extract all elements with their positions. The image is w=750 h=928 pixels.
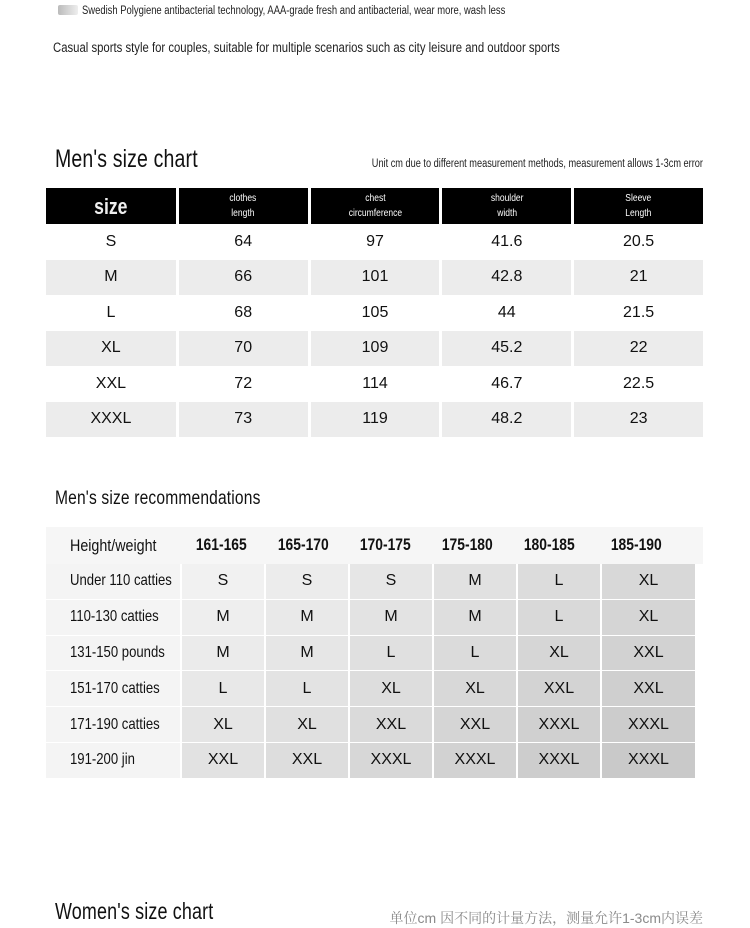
rec-header-cell bbox=[508, 527, 590, 564]
header-label-line2: length bbox=[231, 208, 255, 219]
table-cell: 22 bbox=[574, 331, 703, 367]
row-label bbox=[46, 600, 180, 636]
table-cell: 21.5 bbox=[574, 295, 703, 331]
table-cell: XL bbox=[602, 564, 695, 600]
mens-rec-header bbox=[46, 527, 703, 564]
size-label: XXL bbox=[46, 366, 176, 402]
row-label bbox=[46, 636, 180, 672]
row-label bbox=[46, 564, 180, 600]
table-cell: XXL bbox=[434, 707, 516, 743]
table-row bbox=[46, 224, 703, 260]
table-cell: XXXL bbox=[518, 743, 600, 779]
table-row bbox=[46, 743, 703, 779]
table-cell: 48.2 bbox=[442, 402, 571, 438]
table-row bbox=[46, 295, 703, 331]
table-cell: M bbox=[182, 636, 264, 672]
rec-header-label: 175-180 bbox=[441, 536, 493, 554]
rec-header-label: 180-185 bbox=[523, 536, 575, 554]
womens-unit-note: 单位cm 因不同的计量方法，测量允许1-3cm内误差 bbox=[389, 910, 703, 926]
table-cell: 97 bbox=[311, 224, 440, 260]
row-label-text: 171-190 catties bbox=[70, 715, 160, 733]
table-cell: 72 bbox=[179, 366, 308, 402]
table-cell: 42.8 bbox=[442, 260, 571, 296]
table-cell: M bbox=[266, 600, 348, 636]
header-cell bbox=[46, 188, 176, 224]
table-cell: XXXL bbox=[350, 743, 432, 779]
bullet-mark bbox=[58, 5, 78, 15]
table-cell: 64 bbox=[179, 224, 308, 260]
table-cell: XXXL bbox=[518, 707, 600, 743]
table-cell: 22.5 bbox=[574, 366, 703, 402]
table-cell: L bbox=[518, 564, 600, 600]
table-cell: 66 bbox=[179, 260, 308, 296]
table-cell: 21 bbox=[574, 260, 703, 296]
table-cell: 45.2 bbox=[442, 331, 571, 367]
row-label-text: 191-200 jin bbox=[70, 751, 135, 769]
table-cell: XXL bbox=[518, 671, 600, 707]
rec-header-label: 185-190 bbox=[611, 536, 662, 554]
rec-header-cell bbox=[262, 527, 344, 564]
intro-line-2: Casual sports style for couples, suitable for multiple scenarios such as city leisure and outdoor sports bbox=[53, 40, 560, 55]
header-cell bbox=[179, 188, 308, 224]
table-cell: 119 bbox=[311, 402, 440, 438]
mens-rec-title: Men's size recommendations bbox=[55, 488, 261, 509]
table-cell: XL bbox=[434, 671, 516, 707]
size-label: XL bbox=[46, 331, 176, 367]
row-label bbox=[46, 743, 180, 779]
rec-header-cell bbox=[590, 527, 683, 564]
table-cell: 68 bbox=[179, 295, 308, 331]
rec-header-label: 170-175 bbox=[359, 536, 411, 554]
table-row bbox=[46, 260, 703, 296]
header-label-line1: shoulder bbox=[490, 193, 524, 204]
header-cell bbox=[442, 188, 571, 224]
table-cell: 41.6 bbox=[442, 224, 571, 260]
table-cell: 73 bbox=[179, 402, 308, 438]
table-cell: XL bbox=[182, 707, 264, 743]
table-cell: M bbox=[182, 600, 264, 636]
table-row bbox=[46, 366, 703, 402]
intro-line-1: Swedish Polygiene antibacterial technology, AAA-grade fresh and antibacterial, wear more, wash less bbox=[82, 5, 506, 17]
table-row bbox=[46, 671, 703, 707]
table-cell: S bbox=[266, 564, 348, 600]
header-label-line2: width bbox=[496, 208, 517, 219]
rec-header-label: Height/weight bbox=[70, 535, 157, 555]
row-label-text: 131-150 pounds bbox=[70, 643, 165, 661]
table-cell: XXXL bbox=[602, 707, 695, 743]
table-cell: 105 bbox=[311, 295, 440, 331]
rec-header-cell bbox=[180, 527, 262, 564]
table-cell: XXL bbox=[182, 743, 264, 779]
table-row bbox=[46, 402, 703, 438]
rec-header-cell bbox=[46, 527, 180, 564]
table-cell: XL bbox=[350, 671, 432, 707]
row-label-text: Under 110 catties bbox=[70, 572, 172, 590]
table-cell: 44 bbox=[442, 295, 571, 331]
table-cell: XL bbox=[518, 636, 600, 672]
table-cell: L bbox=[182, 671, 264, 707]
mens-unit-note: Unit cm due to different measurement methods, measurement allows 1-3cm error bbox=[371, 158, 703, 170]
table-cell: XXL bbox=[350, 707, 432, 743]
table-cell: S bbox=[350, 564, 432, 600]
table-cell: 109 bbox=[311, 331, 440, 367]
mens-rec-table bbox=[46, 527, 703, 779]
table-cell: L bbox=[434, 636, 516, 672]
row-label bbox=[46, 707, 180, 743]
header-label-line1: chest bbox=[364, 193, 386, 204]
table-row bbox=[46, 564, 703, 600]
mens-size-chart-title: Men's size chart bbox=[55, 145, 198, 173]
rec-header-cell bbox=[344, 527, 426, 564]
mens-size-table-header bbox=[46, 188, 703, 224]
table-cell: 46.7 bbox=[442, 366, 571, 402]
size-label: M bbox=[46, 260, 176, 296]
table-row bbox=[46, 707, 703, 743]
row-label-text: 110-130 catties bbox=[70, 608, 159, 626]
rec-header-label: 165-170 bbox=[277, 536, 329, 554]
womens-size-chart-title: Women's size chart bbox=[55, 898, 214, 924]
table-cell: M bbox=[434, 600, 516, 636]
table-cell: 20.5 bbox=[574, 224, 703, 260]
table-cell: XXXL bbox=[434, 743, 516, 779]
table-cell: 23 bbox=[574, 402, 703, 438]
rec-header-label: 161-165 bbox=[195, 536, 247, 554]
size-label: XXXL bbox=[46, 402, 176, 438]
header-cell bbox=[574, 188, 703, 224]
table-cell: 114 bbox=[311, 366, 440, 402]
table-cell: L bbox=[518, 600, 600, 636]
row-label bbox=[46, 671, 180, 707]
mens-size-table bbox=[46, 188, 703, 437]
table-cell: XXL bbox=[266, 743, 348, 779]
size-label: S bbox=[46, 224, 176, 260]
table-cell: XL bbox=[266, 707, 348, 743]
header-label-line1: Sleeve bbox=[625, 193, 652, 204]
table-cell: M bbox=[266, 636, 348, 672]
table-cell: XXL bbox=[602, 636, 695, 672]
table-cell: S bbox=[182, 564, 264, 600]
rec-header-cell bbox=[426, 527, 508, 564]
table-cell: M bbox=[350, 600, 432, 636]
header-label-line1: clothes bbox=[229, 193, 257, 204]
header-label: size bbox=[94, 193, 128, 219]
table-row bbox=[46, 636, 703, 672]
table-cell: L bbox=[266, 671, 348, 707]
table-cell: L bbox=[350, 636, 432, 672]
table-cell: XXXL bbox=[602, 743, 695, 779]
header-label-line2: Length bbox=[625, 208, 652, 219]
header-cell bbox=[311, 188, 440, 224]
size-label: L bbox=[46, 295, 176, 331]
row-label-text: 151-170 catties bbox=[70, 679, 160, 697]
table-cell: XXL bbox=[602, 671, 695, 707]
table-cell: 101 bbox=[311, 260, 440, 296]
table-cell: 70 bbox=[179, 331, 308, 367]
table-cell: M bbox=[434, 564, 516, 600]
table-cell: XL bbox=[602, 600, 695, 636]
table-row bbox=[46, 600, 703, 636]
table-row bbox=[46, 331, 703, 367]
header-label-line2: circumference bbox=[348, 208, 402, 219]
